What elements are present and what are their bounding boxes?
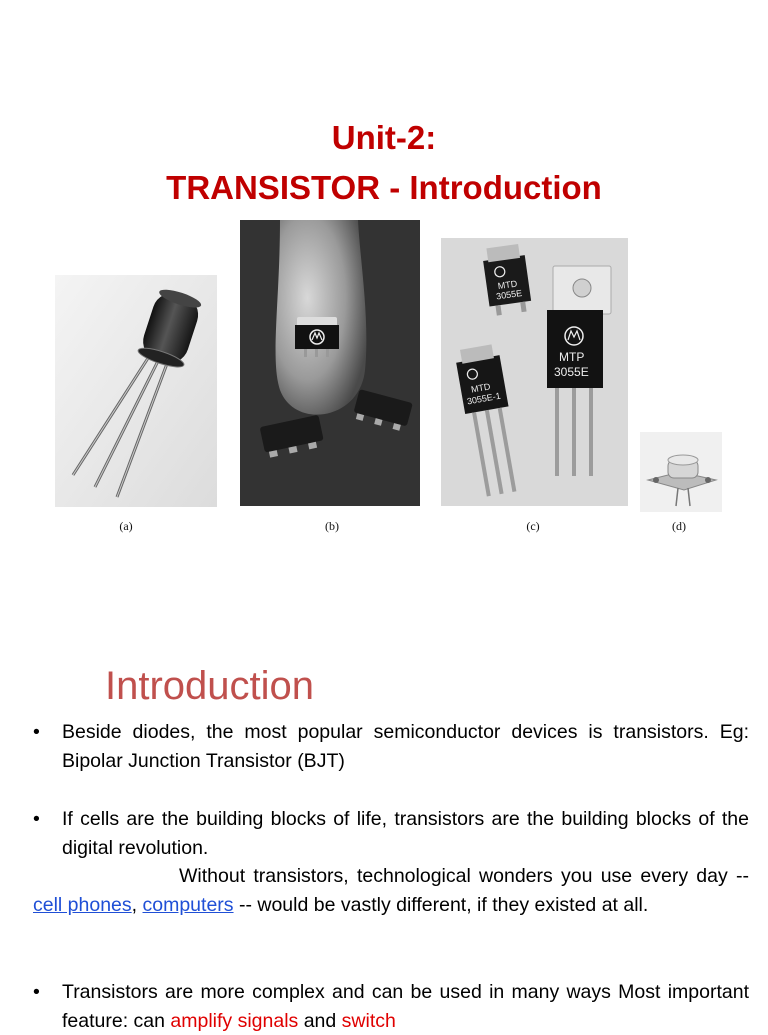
mtp-mark-2: 3055E	[554, 365, 589, 379]
cell-phones-link[interactable]: cell phones	[33, 893, 132, 916]
mtd-top-mark-1: MTD	[497, 278, 518, 292]
mtd-left-mark-1: MTD	[470, 381, 492, 395]
bullet-item-1	[33, 718, 749, 775]
bullet-2-continuation	[33, 862, 749, 919]
bullet-3-pre: Transistors are more complex and can be used in many ways Most important feature: can	[62, 981, 749, 1032]
transistor-photo-d	[640, 432, 722, 512]
transistor-photo-b	[240, 220, 420, 506]
bullet-item-3	[33, 978, 749, 1035]
caption-c: (c)	[526, 519, 540, 533]
bullet-3-text	[62, 978, 749, 1035]
bullet-3-mid: and	[298, 1009, 342, 1032]
mtd-top-mark-2: 3055E	[495, 287, 523, 302]
continuation-sep: ,	[131, 893, 143, 916]
continuation-post: -- would be vastly different, if they existed at all.	[233, 893, 649, 916]
caption-b: (b)	[325, 519, 339, 533]
section-heading: Introduction	[105, 664, 315, 708]
bullet-symbol: •	[33, 721, 40, 743]
bullet-item-2	[33, 805, 749, 919]
transistor-photo-a	[55, 275, 217, 507]
caption-d: (d)	[672, 519, 686, 533]
mtd-left-mark-2: 3055E-1	[466, 390, 502, 407]
mtp-mark-1: MTP	[559, 350, 585, 364]
transistor-photo-c	[441, 238, 628, 506]
slide-title-line2: TRANSISTOR - Introduction	[166, 169, 602, 206]
continuation-pre: Without transistors, technological wonders you use every day --	[179, 865, 749, 887]
bullet-1-text: Beside diodes, the most popular semiconductor devices is transistors. Eg: Bipolar Junction Transistor (BJT)	[62, 721, 749, 772]
slide-title-line1: Unit-2:	[331, 119, 437, 156]
bullet-symbol: •	[33, 808, 40, 830]
computers-link[interactable]: computers	[142, 893, 234, 916]
caption-a: (a)	[119, 519, 133, 533]
bullet-2-text: If cells are the building blocks of life, transistors are the building blocks of the digital revolution.	[62, 808, 749, 859]
amplify-signals-highlight: amplify signals	[170, 1009, 299, 1032]
bullet-symbol: •	[33, 981, 40, 1003]
switch-highlight: switch	[341, 1009, 396, 1032]
